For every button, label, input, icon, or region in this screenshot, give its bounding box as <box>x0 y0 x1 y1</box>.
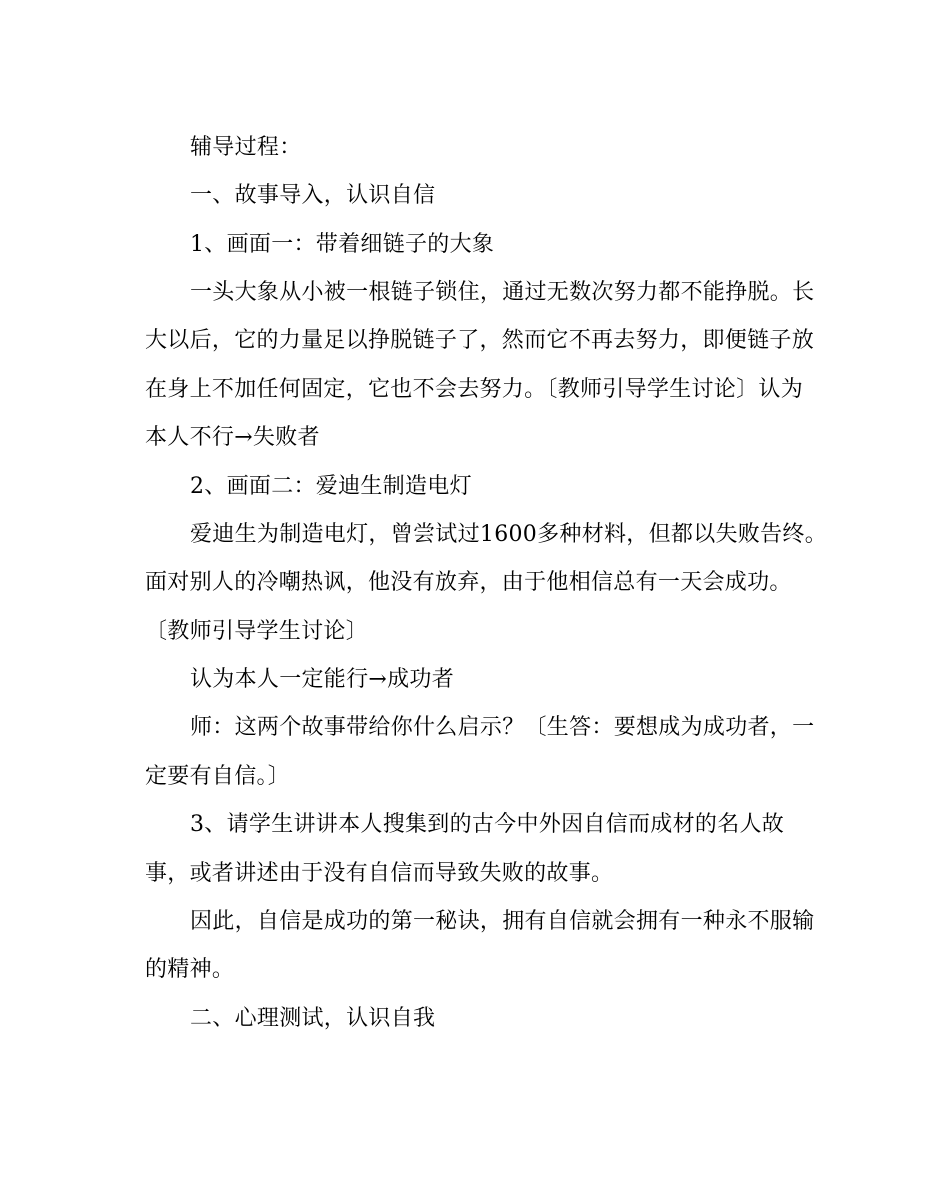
section-heading-psych-test: 二、心理测试，认识自我 <box>190 1006 436 1031</box>
paragraph-line: 爱迪生为制造电灯，曾尝试过1600多种材料，但都以失败告终。 <box>190 522 827 547</box>
paragraph-line: 事，或者讲述由于没有自信而导致失败的故事。 <box>145 861 614 886</box>
paragraph-line: 的精神。 <box>145 957 235 982</box>
paragraph-line: 因此，自信是成功的第一秘诀，拥有自信就会拥有一种永不服输 <box>190 909 815 934</box>
paragraph-line: 一头大象从小被一根链子锁住，通过无数次努力都不能挣脱。长 <box>190 280 815 305</box>
section-heading-process: 辅导过程： <box>190 135 302 160</box>
paragraph-line: 大以后，它的力量足以挣脱链子了，然而它不再去努力，即便链子放 <box>145 328 815 353</box>
paragraph-line: 本人不行→失败者 <box>145 425 320 450</box>
paragraph-line: 师：这两个故事带给你什么启示？〔生答：要想成为成功者，一 <box>190 715 815 740</box>
subheading-scene-one: 1、画面一：带着细链子的大象 <box>190 232 495 257</box>
paragraph-line: 认为本人一定能行→成功者 <box>190 667 455 692</box>
paragraph-line: 面对别人的冷嘲热讽，他没有放弃，由于他相信总有一天会成功。 <box>145 570 792 595</box>
section-heading-story-intro: 一、故事导入，认识自信 <box>190 183 436 208</box>
paragraph-line: 在身上不加任何固定，它也不会去努力。〔教师引导学生讨论〕认为 <box>145 377 804 402</box>
paragraph-line: 定要有自信。〕 <box>145 764 291 789</box>
subheading-scene-two: 2、画面二：爱迪生制造电灯 <box>190 474 472 499</box>
paragraph-line: 〔教师引导学生讨论〕 <box>145 619 369 644</box>
paragraph-line: 3、请学生讲讲本人搜集到的古今中外因自信而成材的名人故 <box>190 812 785 837</box>
